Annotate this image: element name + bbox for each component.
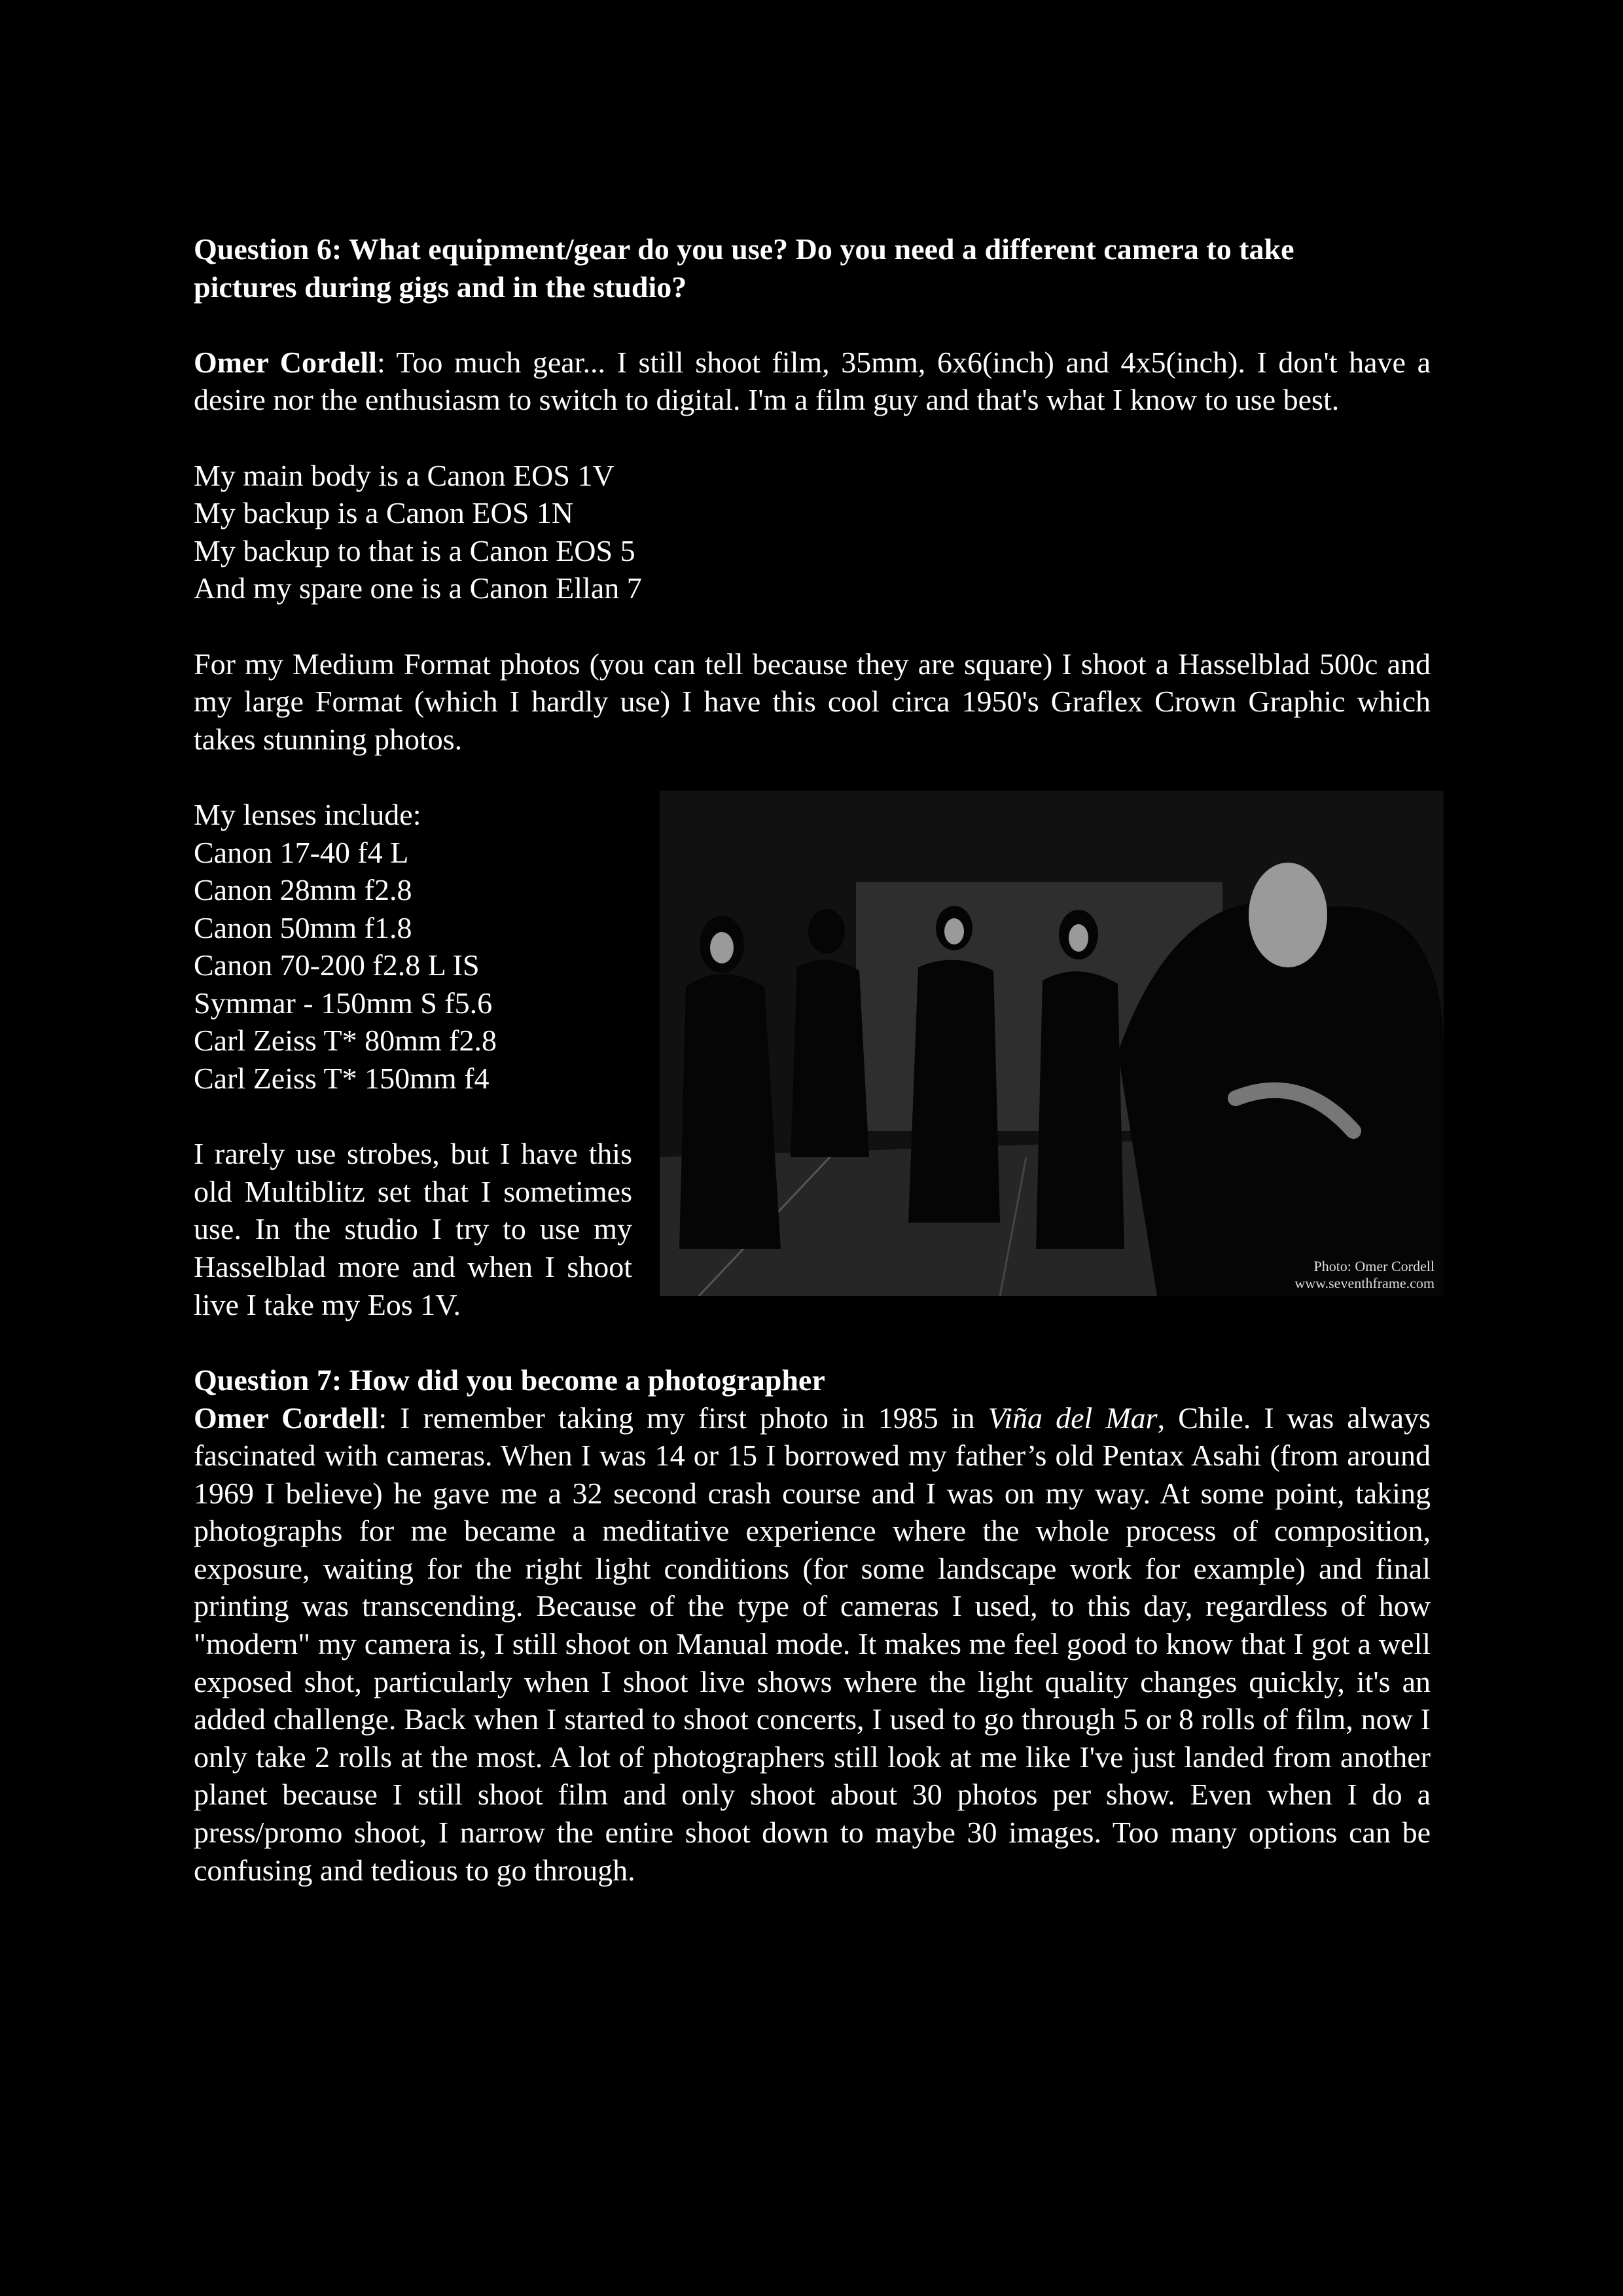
lens-item: Canon 50mm f1.8 bbox=[194, 910, 412, 944]
camera-bodies-list bbox=[194, 457, 1431, 607]
strobes-paragraph: I rarely use strobes, but I have this old Multiblitz set that I sometimes use. In the studio I try to use my Hasselblad more and when I shoot live I take my Eos 1V. bbox=[194, 1137, 632, 1321]
question-6-line-1: Question 6: What equipment/gear do you use? Do you need a different camera to take bbox=[194, 232, 1294, 266]
question-7-answer bbox=[194, 1399, 1431, 1890]
answer-text-a: : I remember taking my first photo in 1985 in bbox=[378, 1401, 988, 1435]
body-item: My main body is a Canon EOS 1V bbox=[194, 458, 615, 492]
lens-item: Symmar - 150mm S f5.6 bbox=[194, 986, 493, 1020]
lens-item: Canon 70-200 f2.8 L IS bbox=[194, 948, 480, 982]
formats-paragraph: For my Medium Format photos (you can tell because they are square) I shoot a Hasselblad 500c and my large Format (which I hardly use) I have this cool circa 1950's Graflex Crown Graphic which takes stunning photos. bbox=[194, 647, 1431, 756]
band-photo bbox=[660, 791, 1444, 1296]
question-6-answer bbox=[194, 344, 1431, 419]
lens-item: Canon 28mm f2.8 bbox=[194, 873, 412, 907]
answer-text: : Too much gear... I still shoot film, 35mm, 6x6(inch) and 4x5(inch). I don't have a desire nor the enthusiasm to switch to digital. I'm a film guy and that's what I know to use best. bbox=[194, 345, 1431, 417]
speaker-name: Omer Cordell bbox=[194, 1401, 379, 1435]
lens-item: Carl Zeiss T* 150mm f4 bbox=[194, 1062, 490, 1096]
lenses-title: My lenses include: bbox=[194, 797, 421, 831]
band-photo-illustration bbox=[660, 791, 1444, 1296]
photo-credit-line-2: www.seventhframe.com bbox=[1294, 1274, 1435, 1291]
question-7-heading: Question 7: How did you become a photographer bbox=[194, 1363, 825, 1397]
body-item: My backup to that is a Canon EOS 5 bbox=[194, 533, 635, 567]
lenses-column bbox=[194, 796, 632, 1323]
body-item: My backup is a Canon EOS 1N bbox=[194, 496, 574, 530]
question-6-heading bbox=[194, 230, 1431, 306]
lens-item: Carl Zeiss T* 80mm f2.8 bbox=[194, 1024, 497, 1058]
document-page bbox=[194, 230, 1435, 1889]
photo-credit-line-1: Photo: Omer Cordell bbox=[1313, 1257, 1435, 1274]
speaker-name: Omer Cordell bbox=[194, 345, 377, 379]
question-6-line-2: pictures during gigs and in the studio? bbox=[194, 270, 687, 304]
body-item: And my spare one is a Canon Ellan 7 bbox=[194, 571, 642, 605]
answer-text-b: , Chile. I was always fascinated with cameras. When I was 14 or 15 I borrowed my father’s old Pentax Asahi (from around 1969 I believe) he gave me a 32 second crash course and I was on my way. At some point, taking photographs for me became a meditative experience where the whole process of composition, exposure, waiting for the right light conditions (for some landscape work for example) and final printing was transcending. Because of the type of cameras I used, to this day, regardless of how "modern" my camera is, I still shoot on Manual mode. It makes me feel good to know that I got a well exposed shot, particularly when I shoot live shows where the light quality changes quickly, it's an added challenge. Back when I started to shoot concerts, I used to go through 5 or 8 rolls of film, now I only take 2 rolls at the most. A lot of photographers still look at me like I've just landed from another planet because I still shoot film and only shoot about 30 photos per show. Even when I do a press/promo shoot, I narrow the entire shoot down to maybe 30 images. Too many options can be confusing and tedious to go through. bbox=[194, 1401, 1431, 1887]
lens-item: Canon 17-40 f4 L bbox=[194, 835, 409, 869]
lenses-and-photo bbox=[194, 796, 1435, 1361]
place-name: Viña del Mar bbox=[988, 1401, 1158, 1435]
photo-credit bbox=[1294, 1258, 1435, 1292]
